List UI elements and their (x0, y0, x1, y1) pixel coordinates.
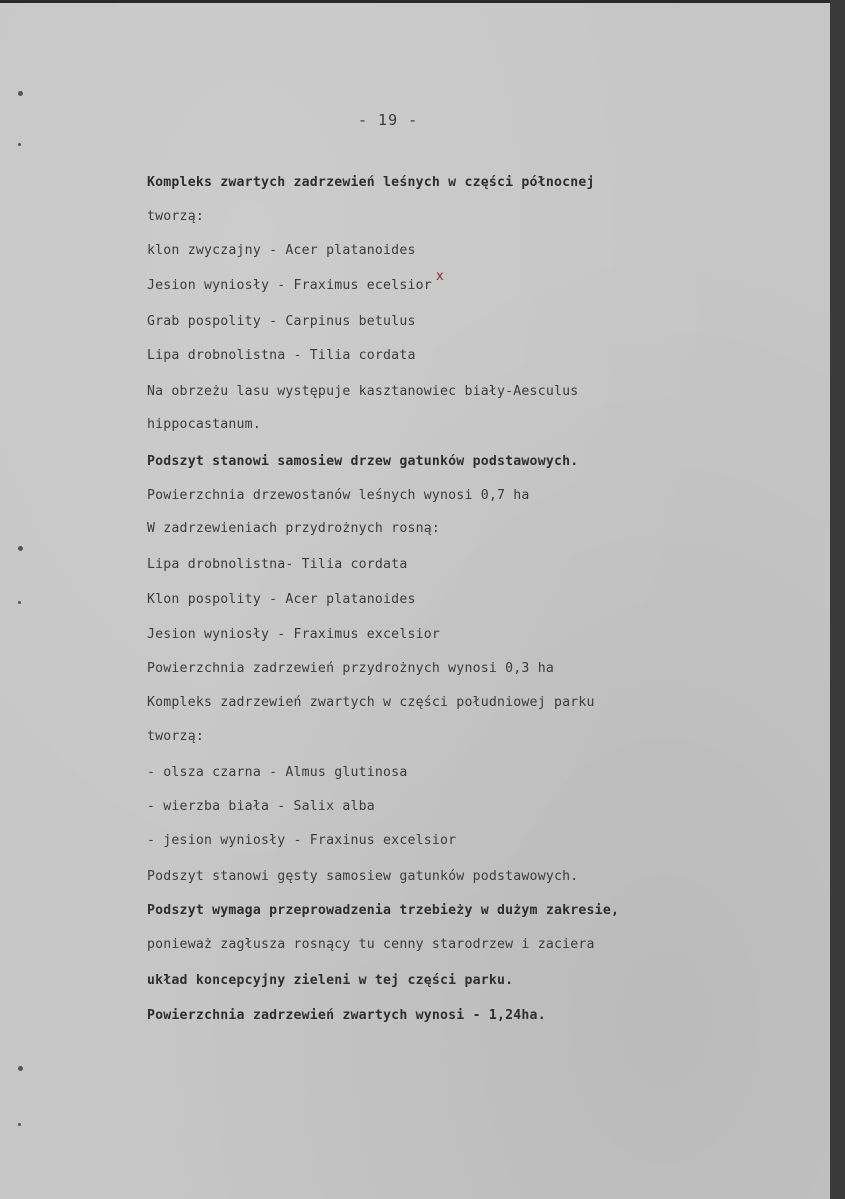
text-line: Klon pospolity - Acer platanoides (147, 592, 416, 607)
text-line: klon zwyczajny - Acer platanoides (147, 243, 416, 258)
text-line: Lipa drobnolistna- Tilia cordata (147, 557, 408, 572)
text-line: Kompleks zadrzewień zwartych w części południowej parku (147, 695, 595, 710)
text-line: W zadrzewieniach przydrożnych rosną: (147, 521, 441, 536)
binder-hole-mark (18, 91, 23, 96)
text-line: Lipa drobnolistna - Tilia cordata (147, 348, 416, 363)
text-line: Powierzchnia zadrzewień przydrożnych wynosi 0,3 ha (147, 661, 554, 676)
text-line: ponieważ zagłusza rosnący tu cenny starodrzew i zaciera (147, 937, 595, 952)
text-line: Grab pospolity - Carpinus betulus (147, 314, 416, 329)
text-line: Jesion wyniosły - Fraximus excelsior (147, 627, 441, 642)
text-line: Kompleks zwartych zadrzewień leśnych w części północnej (147, 175, 595, 190)
text-line: układ koncepcyjny zieleni w tej części parku. (147, 973, 514, 988)
binder-hole-mark (18, 546, 23, 551)
text-line: - jesion wyniosły - Fraxinus excelsior (147, 833, 457, 848)
text-line: Powierzchnia zadrzewień zwartych wynosi - 1,24ha. (147, 1008, 546, 1023)
text-line: Na obrzeżu lasu występuje kasztanowiec biały-Aesculus (147, 384, 579, 399)
binder-hole-mark (18, 1123, 21, 1126)
scan-border (830, 0, 845, 1199)
text-line: tworzą: (147, 209, 204, 224)
correction-mark: x (436, 269, 444, 284)
binder-hole-mark (18, 143, 21, 146)
text-line: Podszyt wymaga przeprowadzenia trzebieży w dużym zakresie, (147, 903, 620, 918)
text-line: tworzą: (147, 729, 204, 744)
text-line: hippocastanum. (147, 417, 261, 432)
text-line: Powierzchnia drzewostanów leśnych wynosi 0,7 ha (147, 488, 530, 503)
binder-hole-mark (18, 601, 21, 604)
text-line: - wierzba biała - Salix alba (147, 799, 375, 814)
text-line: Podszyt stanowi gęsty samosiew gatunków podstawowych. (147, 869, 579, 884)
binder-hole-mark (18, 1066, 23, 1071)
document-page (0, 3, 830, 1199)
text-line: Podszyt stanowi samosiew drzew gatunków podstawowych. (147, 454, 579, 469)
text-line: Jesion wyniosły - Fraximus ecelsior (147, 278, 432, 293)
text-line: - olsza czarna - Almus glutinosa (147, 765, 408, 780)
page-number: - 19 - (358, 111, 419, 129)
